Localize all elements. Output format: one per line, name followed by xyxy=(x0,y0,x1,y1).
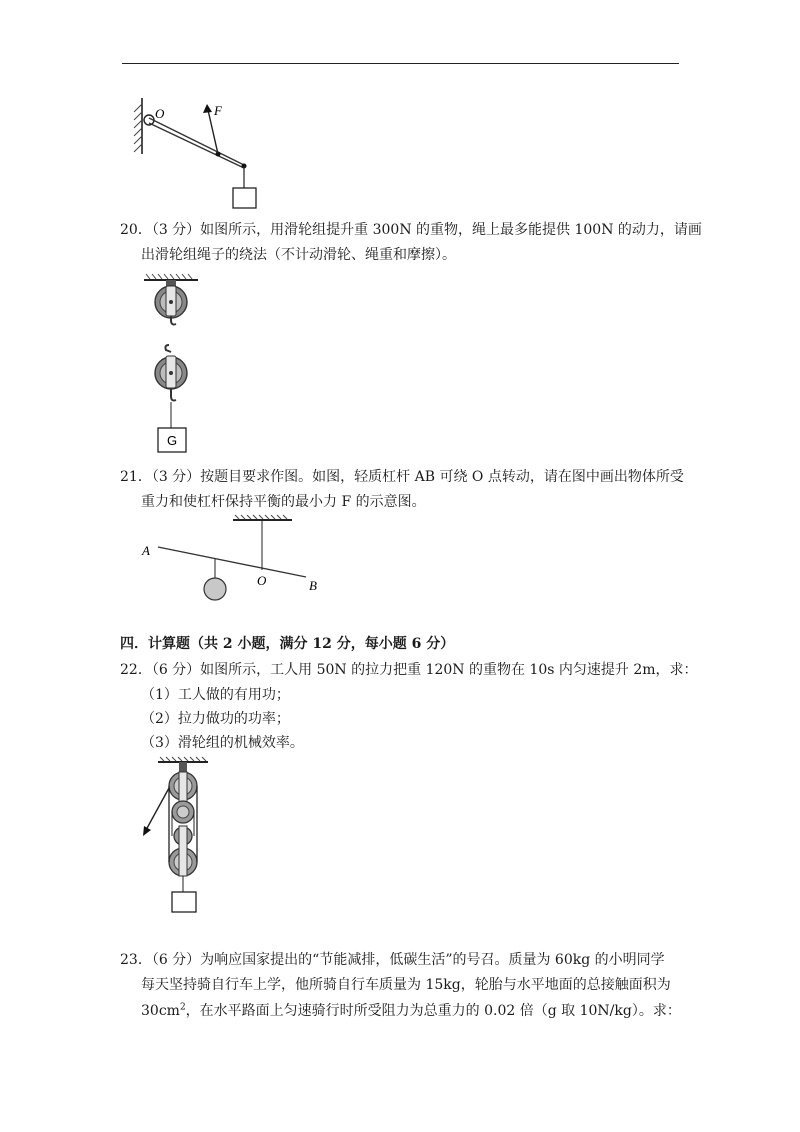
weight-label-g: G xyxy=(166,433,178,448)
q20-line1: 20．（3 分）如图所示，用滑轮组提升重 300N 的重物，绳上最多能提供 100N 的动力，请画 xyxy=(120,222,702,238)
pulley-system-figure xyxy=(138,756,220,916)
q22-sub1: （1）工人做的有用功； xyxy=(141,687,290,703)
q23-line2: 每天坚持骑自行车上学，他所骑自行车质量为 15kg，轮胎与水平地面的总接触面积为 xyxy=(141,977,671,993)
q22-sub3: （3）滑轮组的机械效率。 xyxy=(141,735,304,751)
lever-label-o: O xyxy=(155,106,165,121)
q20-line2: 出滑轮组绳子的绕法（不计动滑轮、绳重和摩擦）。 xyxy=(141,247,456,263)
q23-line3 xyxy=(141,1001,681,1021)
lever-label-f: F xyxy=(214,103,222,118)
pulley-group-figure xyxy=(138,270,208,456)
q22-stem: 22．（6 分）如图所示，工人用 50N 的拉力把重 120N 的重物在 10s 内匀速提升 2m，求： xyxy=(120,662,698,678)
header-rule xyxy=(122,63,679,64)
q23-line1: 23．（6 分）为响应国家提出的“节能减排，低碳生活”的号召。质量为 60kg 的小明同学 xyxy=(120,952,665,968)
lever-force-figure xyxy=(130,96,270,216)
q23-line3-rest: ，在水平路面上匀速骑行时所受阻力为总重力的 0.02 倍（g 取 10N/kg）。求： xyxy=(185,1003,681,1019)
q23-line3-sup: 2 xyxy=(179,1002,186,1013)
lever-label-o2: O xyxy=(257,573,267,588)
q23-line3-area: 30cm xyxy=(141,1003,180,1019)
section-heading: 四．计算题（共 2 小题，满分 12 分，每小题 6 分） xyxy=(120,636,455,652)
q21-line1: 21．（3 分）按题目要求作图。如图，轻质杠杆 AB 可绕 O 点转动，请在图中画出物体所受 xyxy=(120,469,684,485)
q22-sub2: （2）拉力做功的功率； xyxy=(141,711,290,727)
lever-label-b: B xyxy=(309,578,317,593)
q21-line2: 重力和使杠杆保持平衡的最小力 F 的示意图。 xyxy=(141,494,426,510)
lever-ab-figure xyxy=(138,514,338,610)
lever-label-a: A xyxy=(142,543,150,558)
